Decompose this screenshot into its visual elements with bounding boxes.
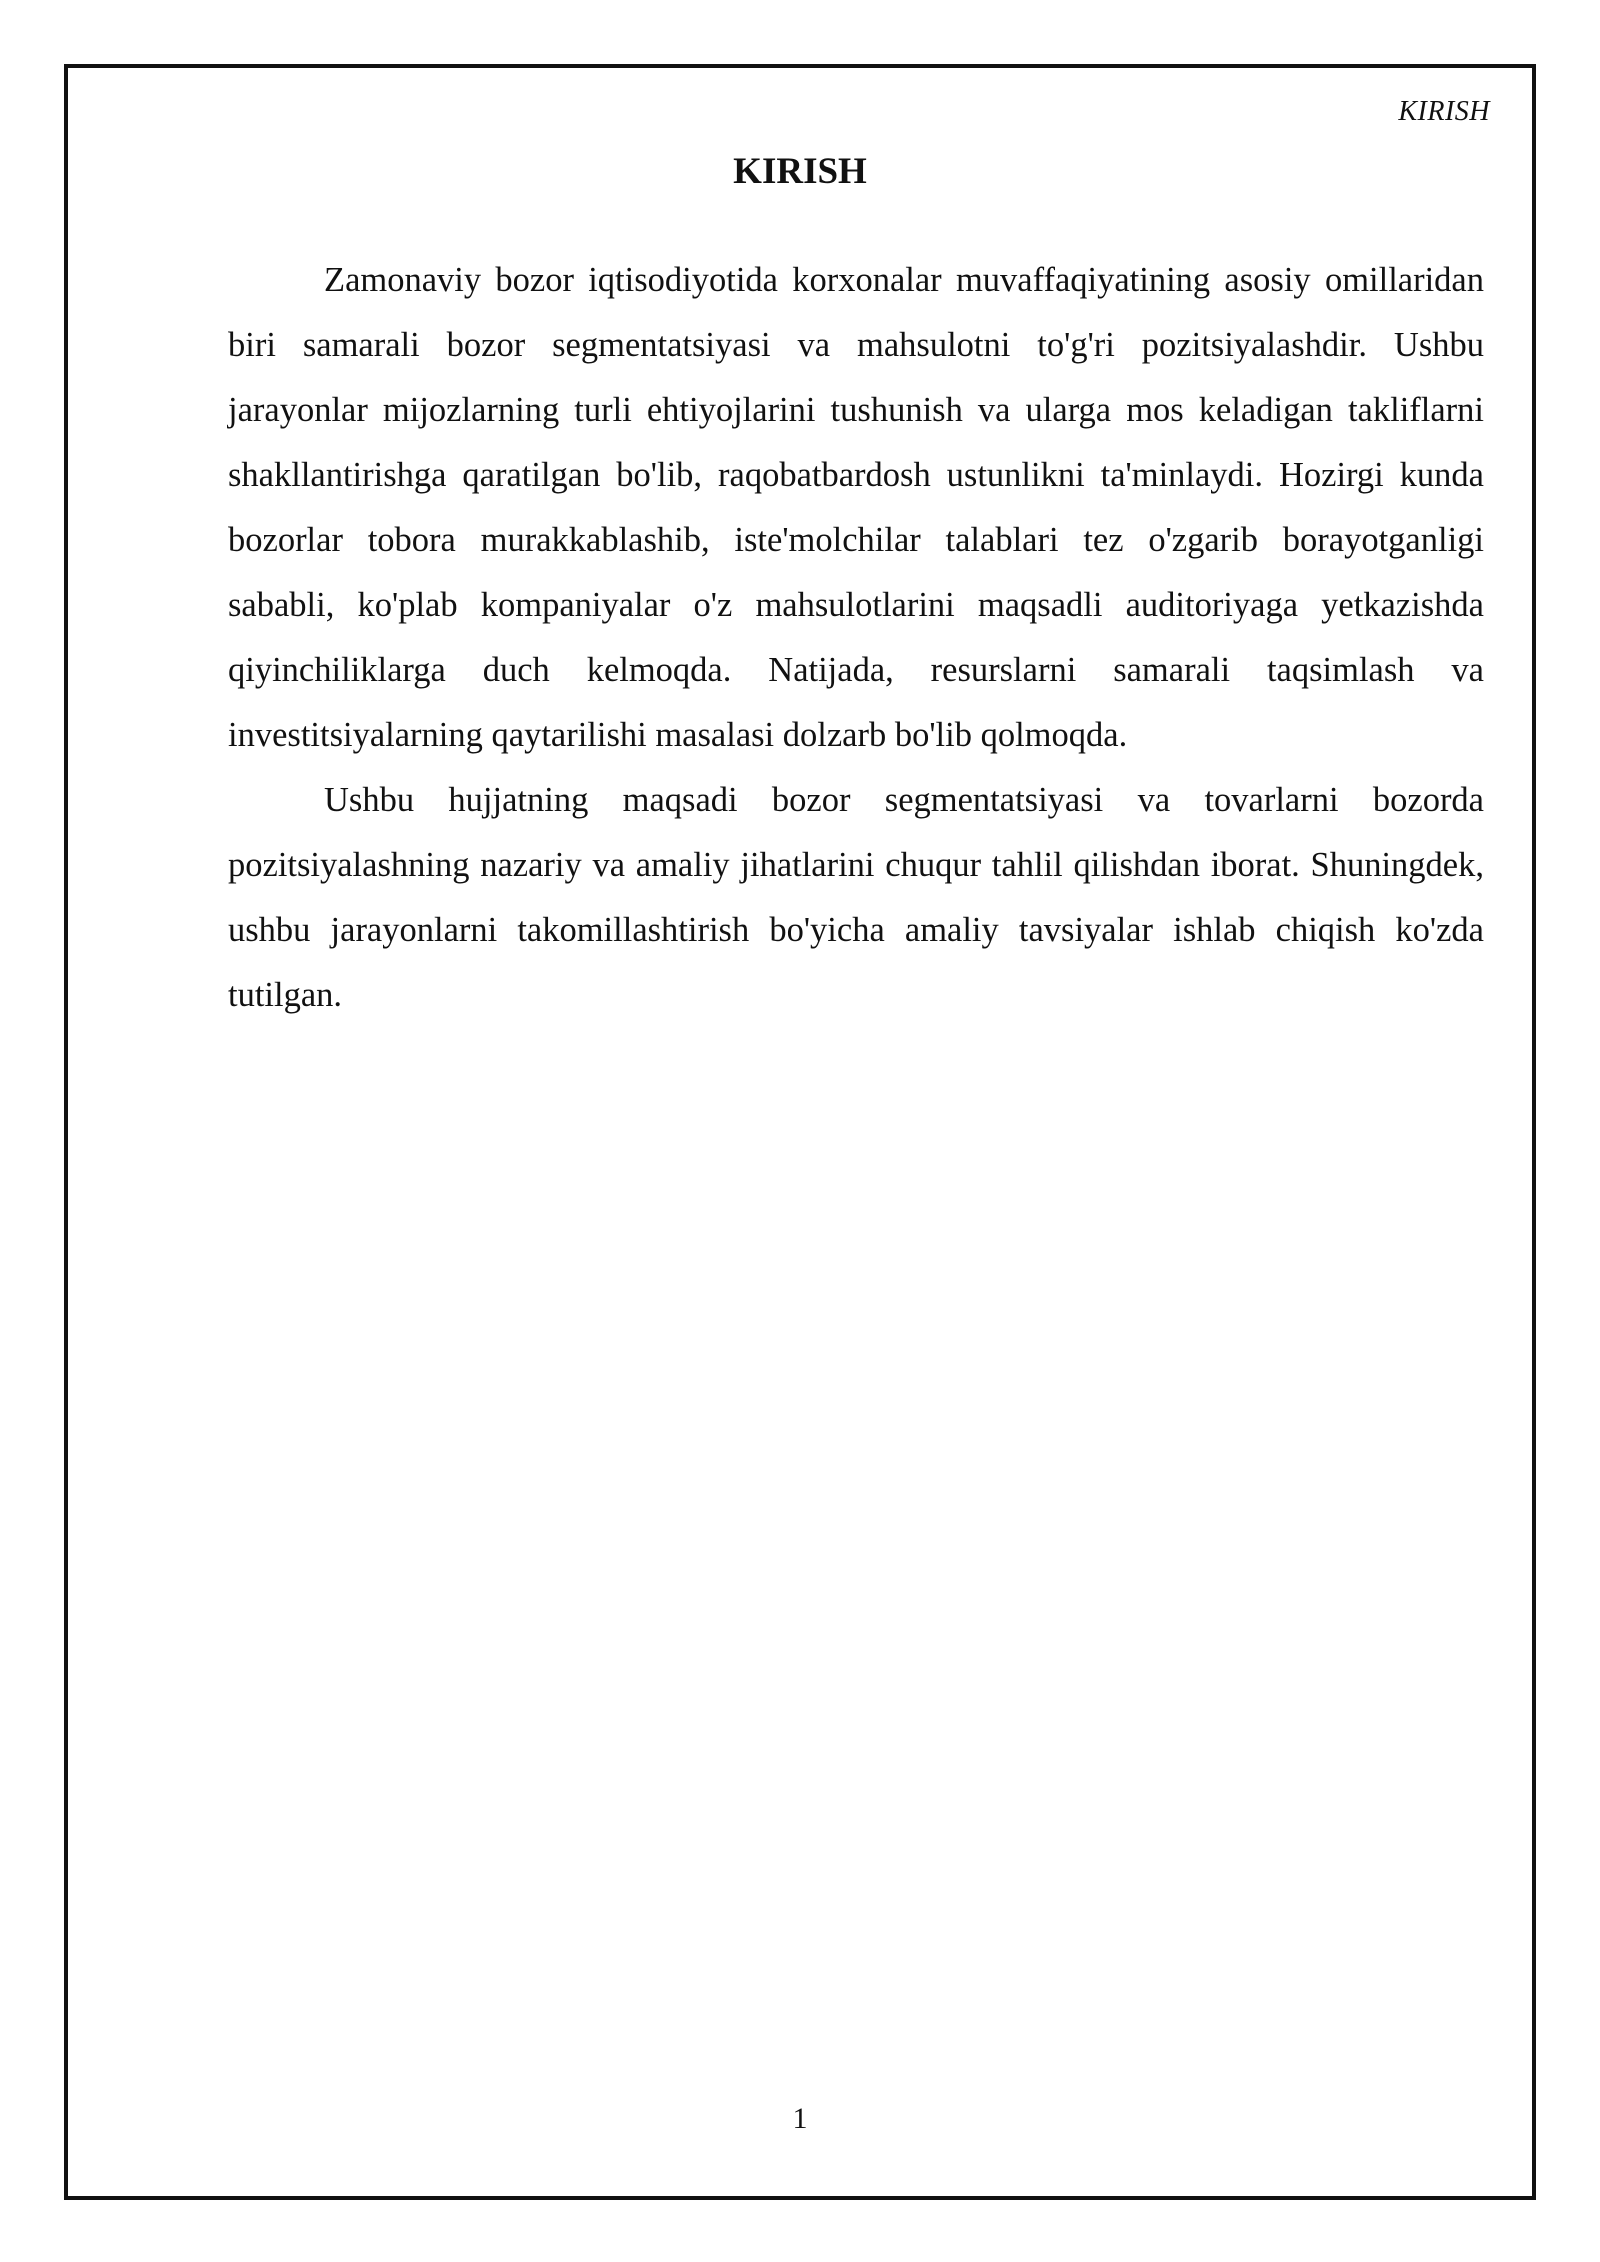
body-text xyxy=(228,248,1484,1028)
running-header: KIRISH xyxy=(1398,96,1490,127)
paragraph-purpose: Ushbu hujjatning maqsadi bozor segmentatsiyasi va tovarlarni bozorda pozitsiyalashning nazariy va amaliy jihatlarini chuqur tahlil qilishdan iborat. Shuningdek, ushbu jarayonlarni takomillashtirish bo'yicha amaliy tavsiyalar ishlab chiqish ko'zda tutilgan. xyxy=(228,781,1484,1014)
page-title: KIRISH xyxy=(733,151,867,192)
page-number: 1 xyxy=(792,2102,808,2135)
paragraph-intro: Zamonaviy bozor iqtisodiyotida korxonalar muvaffaqiyatining asosiy omillaridan biri samarali bozor segmentatsiyasi va mahsulotni to'g'ri pozitsiyalashdir. Ushbu jarayonlar mijozlarning turli ehtiyojlarini tushunish va ularga mos keladigan takliflarni shakllantirishga qaratilgan bo'lib, raqobatbardosh ustunlikni ta'minlaydi. Hozirgi kunda bozorlar tobora murakkablashib, iste'molchilar talablari tez o'zgarib borayotganligi sababli, ko'plab kompaniyalar o'z mahsulotlarini maqsadli auditoriyaga yetkazishda qiyinchiliklarga duch kelmoqda. Natijada, resurslarni samarali taqsimlash va investitsiyalarning qaytarilishi masalasi dolzarb bo'lib qolmoqda. xyxy=(228,261,1484,754)
